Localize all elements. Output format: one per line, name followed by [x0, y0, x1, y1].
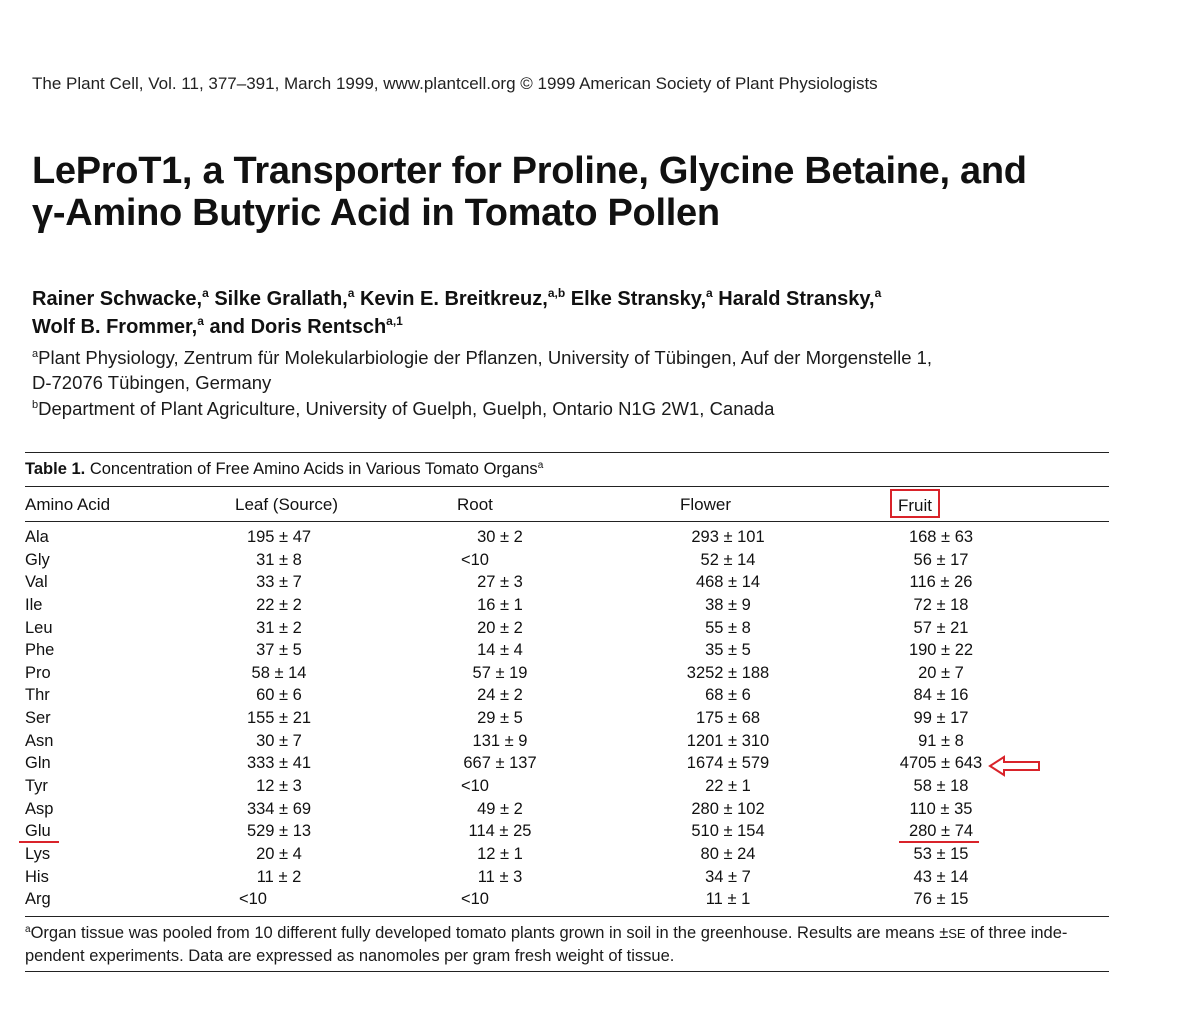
cell-leaf: 60 ± 6: [256, 686, 302, 705]
paper-title: [32, 150, 1132, 234]
cell-amino-acid: Gln: [25, 754, 51, 773]
table-row: [0, 821, 1200, 844]
author-affil-mark: a,1: [386, 314, 403, 328]
cell-leaf: 195 ± 47: [246, 528, 312, 546]
title-line-2: γ-Amino Butyric Acid in Tomato Pollen: [32, 192, 720, 234]
cell-amino-acid: Thr: [25, 686, 50, 705]
table-row: [0, 844, 1200, 867]
affiliation-b: [32, 396, 1132, 421]
table-row: [0, 618, 1200, 641]
cell-leaf: 30 ± 7: [256, 731, 302, 750]
author: Harald Stransky,: [718, 288, 875, 310]
left-arrow-outline-icon: [988, 754, 1042, 778]
cell-amino-acid: Lys: [25, 844, 51, 863]
cell-root: 131 ± 9: [472, 731, 528, 750]
cell-leaf: 37 ± 5: [256, 641, 302, 660]
table-footnote: [25, 922, 1115, 968]
author: Kevin E. Breitkreuz,: [359, 288, 548, 310]
cell-fruit: 190 ± 22: [908, 641, 974, 660]
author-affil-mark: a: [197, 314, 204, 328]
footnote-text-2: of three inde-: [965, 924, 1068, 942]
cell-leaf: 33 ± 7: [256, 573, 302, 592]
title-line-1: LeProT1, a Transporter for Proline, Glycine Betaine, and: [32, 150, 1027, 192]
cell-fruit: 57 ± 21: [913, 618, 969, 637]
cell-flower: 11 ± 1: [705, 890, 751, 909]
affiliation-b-line-1: Department of Plant Agriculture, University of Guelph, Guelph, Ontario N1G 2W1, Canada: [38, 398, 775, 419]
author-list: [32, 285, 1132, 341]
cell-amino-acid: Leu: [25, 618, 53, 637]
table-row: [0, 550, 1200, 573]
cell-flower: 1201 ± 310: [686, 731, 770, 750]
cell-root: 29 ± 5: [477, 709, 523, 728]
affiliation-a-line-1: Plant Physiology, Zentrum für Molekularbiologie der Pflanzen, University of Tübingen, Auf der Morgenstelle 1,: [38, 347, 933, 368]
cell-fruit-glu-underlined: 280 ± 74: [908, 822, 974, 841]
table-row: [0, 799, 1200, 822]
affiliation-mark: b: [32, 399, 39, 411]
table-row: [0, 640, 1200, 663]
cell-root: 27 ± 3: [477, 573, 523, 592]
affiliation-mark: a: [32, 348, 39, 360]
cell-flower: 55 ± 8: [705, 618, 751, 637]
cell-leaf: 11 ± 2: [256, 867, 302, 886]
cell-amino-acid: Tyr: [25, 777, 48, 796]
cell-flower: 35 ± 5: [705, 641, 751, 660]
table-row: [0, 685, 1200, 708]
header-root: Root: [457, 495, 493, 514]
author: Silke Grallath,: [214, 288, 348, 310]
cell-flower: 22 ± 1: [705, 777, 751, 796]
cell-amino-acid: Arg: [25, 890, 51, 909]
cell-root: 12 ± 1: [477, 844, 523, 863]
author-affil-mark: a: [347, 286, 355, 300]
table-caption: [25, 460, 543, 479]
cell-leaf: 333 ± 41: [246, 754, 312, 773]
table-row: [0, 572, 1200, 595]
cell-amino-acid: Ile: [25, 595, 43, 614]
cell-root: 57 ± 19: [472, 663, 528, 682]
author-affil-mark: a: [706, 286, 713, 300]
cell-flower: 34 ± 7: [705, 867, 751, 886]
cell-flower: 1674 ± 579: [686, 754, 770, 773]
cell-leaf: 155 ± 21: [246, 709, 312, 728]
table-row: [0, 889, 1200, 912]
footnote-text-3: pendent experiments. Data are expressed as nanomoles per gram fresh weight of tissue.: [25, 947, 675, 965]
journal-citation: The Plant Cell, Vol. 11, 377–391, March 1999, www.plantcell.org © 1999 American Society of Plant Physiologists: [32, 74, 878, 93]
cell-root: 49 ± 2: [477, 799, 523, 818]
glu-fruit-underline-annotation: [899, 841, 979, 843]
footnote-mark: a: [25, 924, 31, 935]
cell-leaf: 12 ± 3: [256, 777, 302, 796]
cell-amino-acid: Asp: [25, 799, 54, 818]
cell-flower: 38 ± 9: [705, 595, 751, 614]
author: and Doris Rentsch: [209, 316, 387, 338]
cell-flower: 52 ± 14: [700, 550, 756, 569]
cell-fruit: 56 ± 17: [913, 550, 969, 569]
header-leaf: Leaf (Source): [235, 495, 338, 514]
cell-flower: 175 ± 68: [695, 709, 761, 728]
author: Rainer Schwacke,: [32, 288, 203, 310]
affiliation-a-line-2: D-72076 Tübingen, Germany: [32, 372, 272, 393]
footnote-se: SE: [948, 926, 966, 941]
cell-leaf: 31 ± 2: [256, 618, 302, 637]
cell-root: 667 ± 137: [463, 754, 537, 773]
table-body: [0, 527, 1200, 912]
cell-root: <10: [461, 550, 489, 569]
cell-fruit-gln-highlighted: 4705 ± 643: [899, 754, 983, 773]
table-row: [0, 731, 1200, 754]
table-row: [0, 527, 1200, 550]
cell-leaf: 529 ± 13: [246, 822, 312, 841]
header-amino-acid: Amino Acid: [25, 495, 111, 514]
cell-root: 11 ± 3: [477, 867, 523, 886]
table-row: [0, 663, 1200, 686]
footnote-text-1: Organ tissue was pooled from 10 different fully developed tomato plants grown in soil in the greenhouse. Results are means ±: [30, 924, 949, 942]
table-caption-text: Concentration of Free Amino Acids in Various Tomato Organs: [89, 460, 538, 478]
cell-leaf: <10: [239, 890, 267, 909]
cell-fruit: 53 ± 15: [913, 844, 969, 863]
table-caption-rule: [25, 486, 1109, 487]
cell-root: 24 ± 2: [477, 686, 523, 705]
cell-amino-acid: Asn: [25, 731, 54, 750]
table-row: [0, 867, 1200, 890]
table-header-rule: [25, 521, 1109, 522]
cell-amino-acid: Gly: [25, 550, 50, 569]
cell-amino-acid: Ser: [25, 709, 51, 728]
table-bottom-rule: [25, 916, 1109, 917]
cell-leaf: 20 ± 4: [256, 844, 302, 863]
cell-fruit: 116 ± 26: [909, 573, 973, 592]
cell-root: 16 ± 1: [477, 595, 523, 614]
cell-flower: 68 ± 6: [705, 686, 751, 705]
cell-fruit: 72 ± 18: [913, 595, 969, 614]
table-top-rule: [25, 452, 1109, 453]
header-fruit-highlighted: Fruit: [890, 489, 940, 518]
author-affil-mark: a: [202, 286, 209, 300]
cell-leaf: 58 ± 14: [251, 663, 307, 682]
cell-root: 30 ± 2: [477, 528, 523, 546]
cell-fruit: 43 ± 14: [913, 867, 969, 886]
cell-flower: 468 ± 14: [695, 573, 761, 592]
table-label: Table 1.: [25, 460, 86, 478]
cell-fruit: 110 ± 35: [909, 799, 973, 818]
author-affil-mark: a: [874, 286, 882, 300]
cell-flower: 510 ± 154: [691, 822, 765, 841]
author-affil-mark: a,b: [547, 286, 566, 300]
cell-fruit: 84 ± 16: [913, 686, 969, 705]
author: Wolf B. Frommer,: [32, 316, 198, 338]
cell-amino-acid: Phe: [25, 641, 55, 660]
cell-fruit: 58 ± 18: [913, 777, 969, 796]
cell-root: <10: [461, 777, 489, 796]
cell-leaf: 22 ± 2: [256, 595, 302, 614]
table-caption-mark: a: [537, 460, 544, 471]
table-row: [0, 595, 1200, 618]
cell-amino-acid-glu-underlined: Glu: [25, 822, 51, 841]
affiliation-a: [32, 345, 1132, 395]
table-row: [0, 708, 1200, 731]
cell-root: 114 ± 25: [468, 822, 532, 841]
cell-fruit: 91 ± 8: [918, 731, 964, 750]
cell-fruit: 99 ± 17: [913, 709, 969, 728]
header-flower: Flower: [680, 495, 732, 514]
cell-root: 20 ± 2: [477, 618, 523, 637]
cell-leaf: 334 ± 69: [246, 799, 312, 818]
author: Elke Stransky,: [570, 288, 706, 310]
table-row: [0, 776, 1200, 799]
cell-leaf: 31 ± 8: [256, 550, 302, 569]
cell-amino-acid: Ala: [25, 528, 49, 546]
cell-amino-acid: Pro: [25, 663, 51, 682]
cell-fruit: 168 ± 63: [908, 528, 974, 546]
cell-fruit: 20 ± 7: [918, 663, 964, 682]
cell-fruit: 76 ± 15: [913, 890, 969, 909]
cell-root: <10: [461, 890, 489, 909]
cell-amino-acid: Val: [25, 573, 48, 592]
cell-flower: 293 ± 101: [691, 528, 765, 546]
cell-amino-acid: His: [25, 867, 49, 886]
cell-flower: 3252 ± 188: [686, 663, 770, 682]
footnote-rule: [25, 971, 1109, 972]
cell-flower: 80 ± 24: [700, 844, 756, 863]
cell-root: 14 ± 4: [477, 641, 523, 660]
cell-flower: 280 ± 102: [691, 799, 765, 818]
glu-underline-annotation: [19, 841, 59, 843]
